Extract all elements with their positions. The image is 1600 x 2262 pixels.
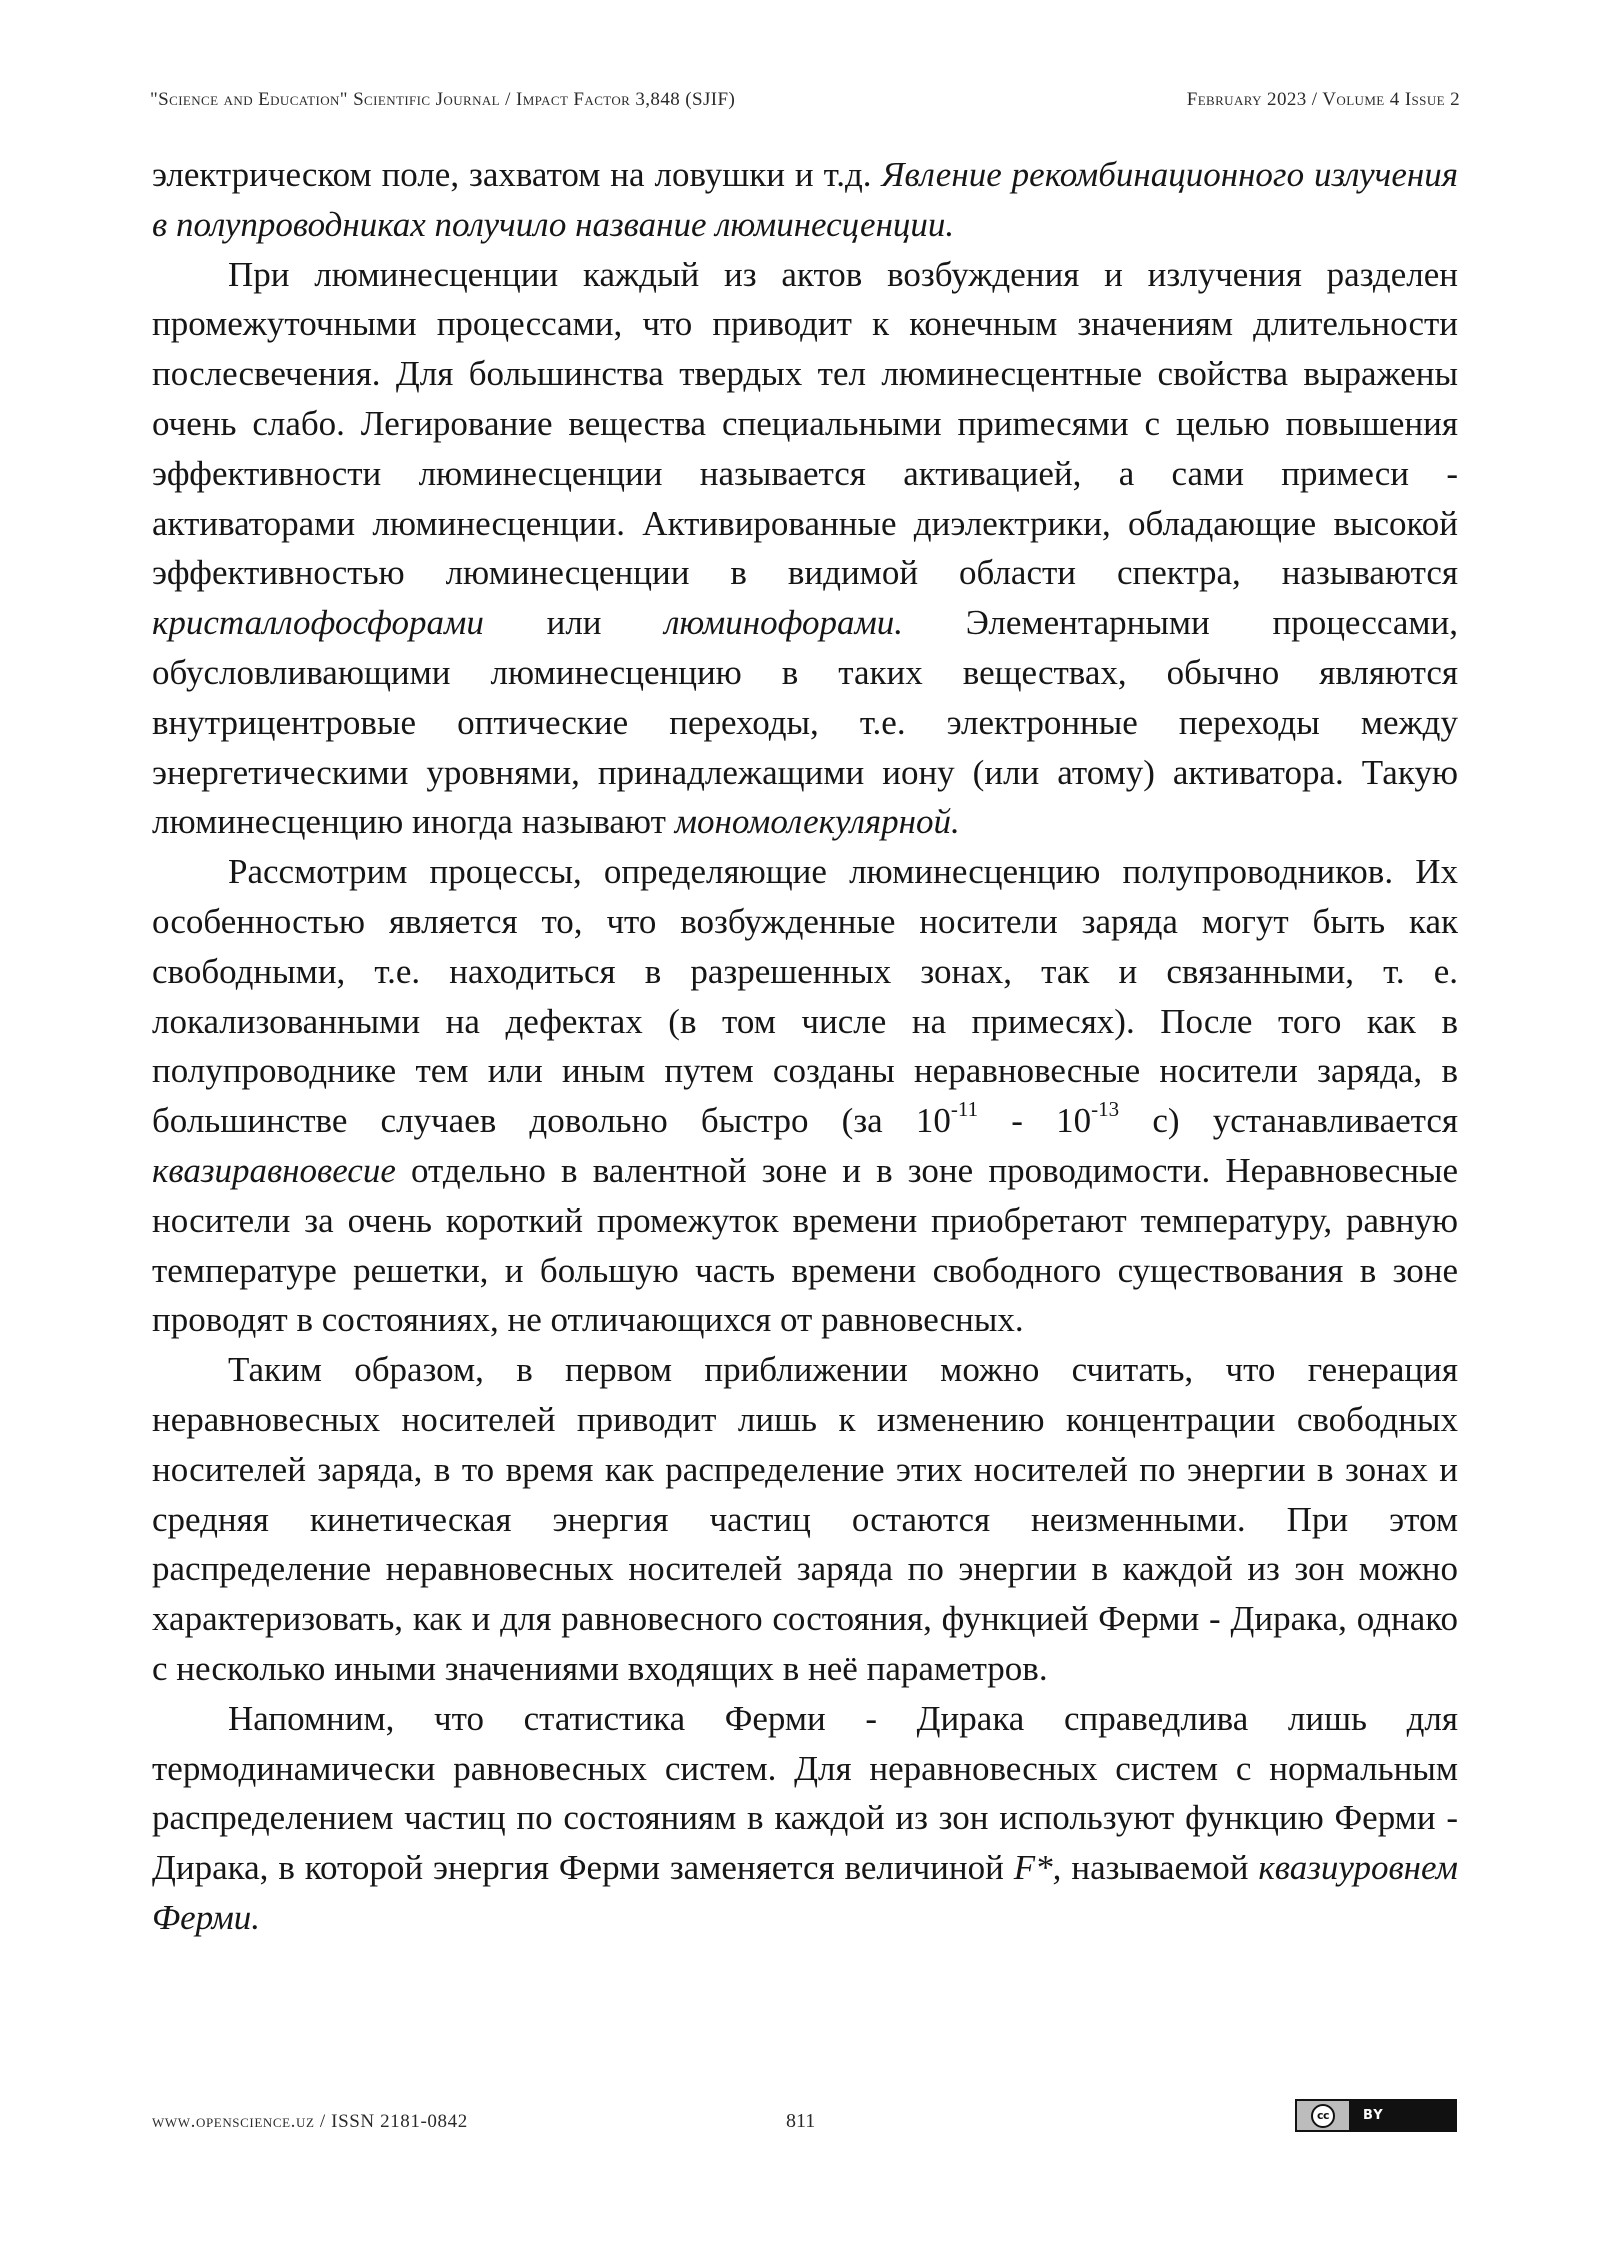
paragraph-2-text-3: Элементарными процессами, обусловливающими люминесценцию в таких веществах, обычно являются внутрицентровые оптические переходы, т.е. электронные переходы между энергетическими уровнями, принадлежащими иону (или атому) активатора. Такую люминесценцию иногда называют bbox=[152, 603, 1458, 842]
cc-logo-area bbox=[1297, 2101, 1351, 2130]
paragraph-2-text-1: При люминесценции каждый из актов возбуждения и излучения разделен промежуточными процессами, что приводит к конечным значениям длительности послесвечения. Для большинства твердых тел люминесцентные свойства выражены очень слабо. Легирование вещества специальными приmесями с целью повышения эффективности люминесценции называется активацией, а сами примеси - активаторами люминесценции. Активированные диэлектрики, обладающие высокой эффективностью люминесценции в видимой области спектра, называются bbox=[152, 254, 1458, 593]
footer-site: www.openscience.uz / ISSN 2181-0842 bbox=[152, 2111, 468, 2132]
paragraph-5-text-1: Напомним, что статистика Ферми - Дирака справедлива лишь для термодинамически равновесных систем. Для неравновесных систем с нормальным распределением частиц по состояниям в каждой из зон используют функцию Ферми - Дирака, в которой энергия Ферми заменяется величиной bbox=[152, 1698, 1458, 1888]
paragraph-5 bbox=[152, 1694, 1458, 1943]
paragraph-5-text-2: называемой bbox=[1061, 1848, 1259, 1888]
paragraph-3-text-2: - 10 bbox=[978, 1101, 1092, 1141]
article-body bbox=[152, 150, 1458, 1943]
symbol-f-star: F*, bbox=[1013, 1848, 1062, 1888]
exponent-1: -11 bbox=[950, 1097, 979, 1122]
paragraph-3 bbox=[152, 847, 1458, 1345]
page-header bbox=[150, 89, 1460, 111]
journal-title: "Science and Education" Scientific Journal / Impact Factor 3,848 (SJIF) bbox=[150, 89, 736, 110]
paragraph-3-text-1: Рассмотрим процессы, определяющие люминесценцию полупроводников. Их особенностью является то, что возбужденные носители заряда могут быть как свободными, т.е. находиться в разрешенных зонах, так и связанными, т. е. локализованными на дефектах (в том числе на примесях). После того как в полупроводнике тем или иным путем созданы неравновесные носители заряда, в большинстве случаев довольно быстро (за 10 bbox=[152, 852, 1458, 1141]
paragraph-1-emphasis: Явление рекомбинационного излучения в полупроводниках получило название люминесценции. bbox=[152, 155, 1458, 244]
paragraph-4-text: Таким образом, в первом приближении можно считать, что генерация неравновесных носителей приводит лишь к изменению концентрации свободных носителей заряда, в то время как распределение этих носителей по энергии в зонах и средняя кинетическая энергия частиц остаются неизменными. При этом распределение неравновесных носителей заряда по энергии в каждой из зон можно характеризовать, как и для равновесного состояния, функцией Ферми - Дирака, однако с несколько иными значениями входящих в неё параметров. bbox=[152, 1350, 1458, 1688]
term-crystallophosphors: кристаллофосфорами bbox=[152, 603, 484, 643]
exponent-2: -13 bbox=[1091, 1097, 1120, 1122]
term-quasi-equilibrium: квазиравновесие bbox=[152, 1150, 396, 1190]
paragraph-4 bbox=[152, 1345, 1458, 1694]
term-luminophors: люминофорами. bbox=[664, 603, 904, 643]
cc-by-label: BY bbox=[1363, 2108, 1384, 2123]
paragraph-1 bbox=[152, 150, 1458, 250]
paragraph-3-text-4: отдельно в валентной зоне и в зоне проводимости. Неравновесные носители за очень короткий промежуток времени приобретают температуру, равную температуре решетки, и большую часть времени свободного существования в зоне проводят в состояниях, не отличающихся от равновесных. bbox=[152, 1150, 1458, 1340]
cc-logo-icon: cc bbox=[1311, 2104, 1335, 2128]
issue-info: February 2023 / Volume 4 Issue 2 bbox=[1186, 89, 1460, 110]
page-number: 811 bbox=[786, 2110, 816, 2132]
paragraph-3-text-3: с) устанавливается bbox=[1119, 1101, 1459, 1141]
paragraph-2-text-2: или bbox=[483, 603, 665, 643]
paragraph-1-text: электрическом поле, захватом на ловушки и т.д. bbox=[152, 155, 882, 194]
creative-commons-by-icon bbox=[1295, 2099, 1457, 2132]
term-quasi-fermi-level: квазиуровнем Ферми. bbox=[152, 1848, 1458, 1937]
term-monomolecular: мономолекулярной. bbox=[674, 802, 960, 842]
paragraph-2 bbox=[152, 250, 1458, 848]
